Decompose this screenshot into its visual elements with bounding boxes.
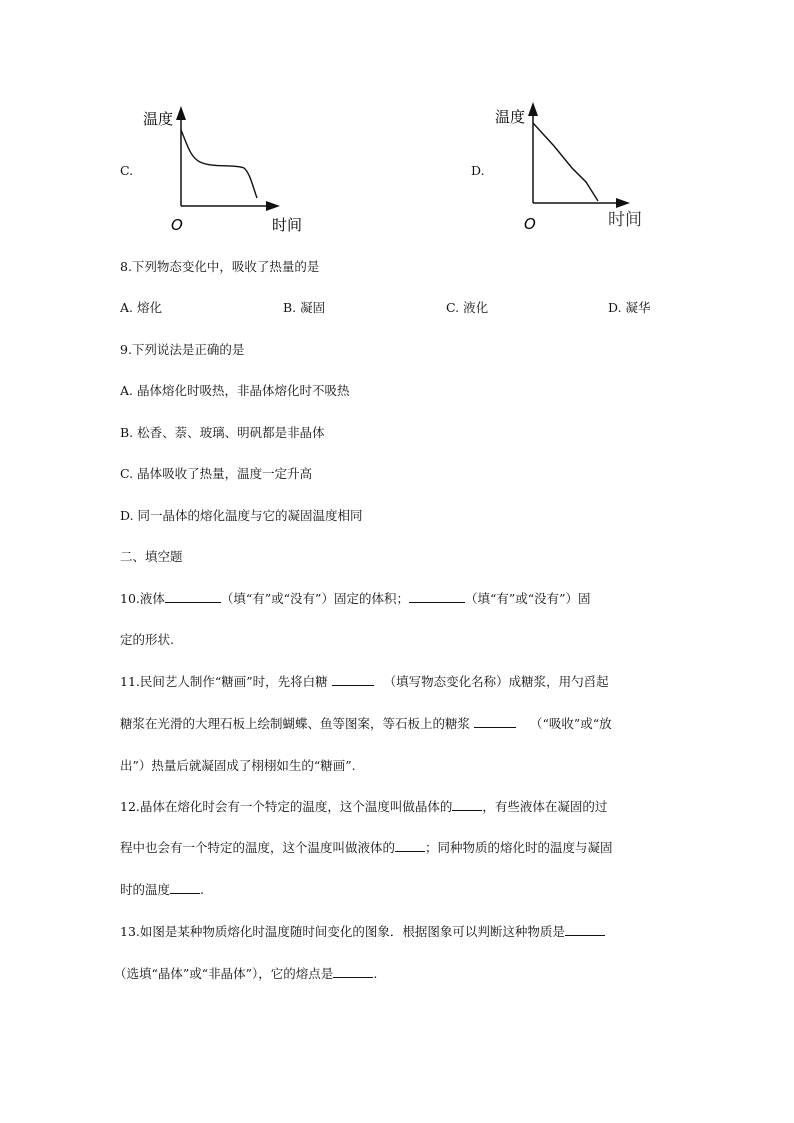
q12-line-2	[120, 838, 613, 856]
q8-option-a: A. 熔化	[120, 300, 162, 315]
q13-text-2: （选填“晶体”或“非晶体”），它的熔点是	[114, 966, 334, 981]
q8-stem: 8.下列物态变化中，吸收了热量的是	[120, 259, 320, 274]
q9-option-d: D. 同一晶体的熔化温度与它的凝固温度相同	[120, 508, 363, 523]
graph-d-origin: O	[524, 215, 536, 233]
q11-blank-1[interactable]	[332, 673, 374, 686]
q10-blank-1[interactable]	[165, 590, 221, 603]
q13-line-2	[114, 964, 377, 982]
q8-option-d: D. 凝华	[608, 300, 651, 315]
q9-stem: 9.下列说法是正确的是	[120, 342, 245, 357]
graph-option-d	[494, 98, 664, 233]
q11-text-3: 糖浆在光滑的大理石板上绘制蝴蝶、鱼等图案，等石板上的糖浆	[120, 716, 471, 731]
q10-text-3: （填“有”或“没有”）固	[464, 591, 591, 606]
q13-line-1	[120, 922, 605, 940]
graph-option-c	[140, 102, 310, 234]
graph-d-x-arrow	[616, 198, 630, 208]
graph-c-origin: O	[171, 216, 183, 234]
q12-line-3	[120, 880, 204, 898]
q13-text-1: 13.如图是某种物质熔化时温度随时间变化的图象．根据图象可以判断这种物质是	[120, 924, 565, 939]
q12-blank-3[interactable]	[170, 881, 200, 894]
section-title: 二、填空题	[120, 549, 183, 564]
q9-option-b: B. 松香、萘、玻璃、明矾都是非晶体	[120, 425, 325, 440]
q11-text-2: （填写物态变化名称）成糖浆，用勺舀起	[383, 674, 609, 689]
q9-option-a: A. 晶体熔化时吸热，非晶体熔化时不吸热	[120, 383, 350, 398]
q12-text-3: 程中也会有一个特定的温度，这个温度叫做液体的	[120, 840, 396, 855]
graph-d-ylabel: 温度	[495, 108, 526, 126]
q8-option-b: B. 凝固	[283, 300, 326, 315]
graph-d-y-arrow	[528, 102, 538, 116]
graph-d-xlabel: 时间	[608, 210, 642, 230]
q10-text-1: 10.液体	[120, 591, 165, 606]
q11-blank-2[interactable]	[474, 715, 516, 728]
q13-text-3: .	[373, 966, 378, 981]
q10-text-2: （填“有”或“没有”）固定的体积；	[220, 591, 409, 606]
q12-text-4: ；同种物质的熔化时的温度与凝固	[425, 840, 613, 855]
q12-text-5: 时的温度	[120, 882, 171, 897]
graph-c-x-arrow	[266, 201, 280, 211]
q11-line-2	[120, 714, 612, 732]
q10-text-4: 定的形状.	[120, 632, 174, 647]
graph-c-xlabel: 时间	[272, 216, 303, 234]
q12-blank-2[interactable]	[395, 839, 425, 852]
q12-line-1	[120, 797, 607, 815]
q11-text-5: 出”）热量后就凝固成了栩栩如生的“糖画”.	[120, 758, 356, 773]
q8-option-c: C. 液化	[446, 300, 489, 315]
q12-text-2: ，有些液体在凝固的过	[482, 799, 608, 814]
graph-d-curve	[533, 123, 598, 201]
q11-text-1: 11.民间艺人制作“糖画”时，先将白糖	[120, 674, 328, 689]
q12-text-6: .	[200, 882, 204, 897]
graph-c-y-arrow	[176, 106, 186, 120]
q11-text-4: （“吸收”或“放	[530, 716, 612, 731]
q12-text-1: 12.晶体在熔化时会有一个特定的温度，这个温度叫做晶体的	[120, 799, 453, 814]
option-c-letter: C.	[120, 163, 134, 178]
graph-c-ylabel: 温度	[143, 110, 174, 128]
graph-c-curve	[181, 130, 257, 198]
q12-blank-1[interactable]	[452, 798, 482, 811]
q13-blank-1[interactable]	[565, 923, 605, 936]
q11-line-1	[120, 672, 609, 690]
q10-blank-2[interactable]	[409, 590, 465, 603]
q13-blank-2[interactable]	[333, 965, 373, 978]
q9-option-c: C. 晶体吸收了热量，温度一定升高	[120, 466, 313, 481]
q10-line-1	[120, 589, 591, 607]
option-d-letter: D.	[471, 163, 485, 178]
